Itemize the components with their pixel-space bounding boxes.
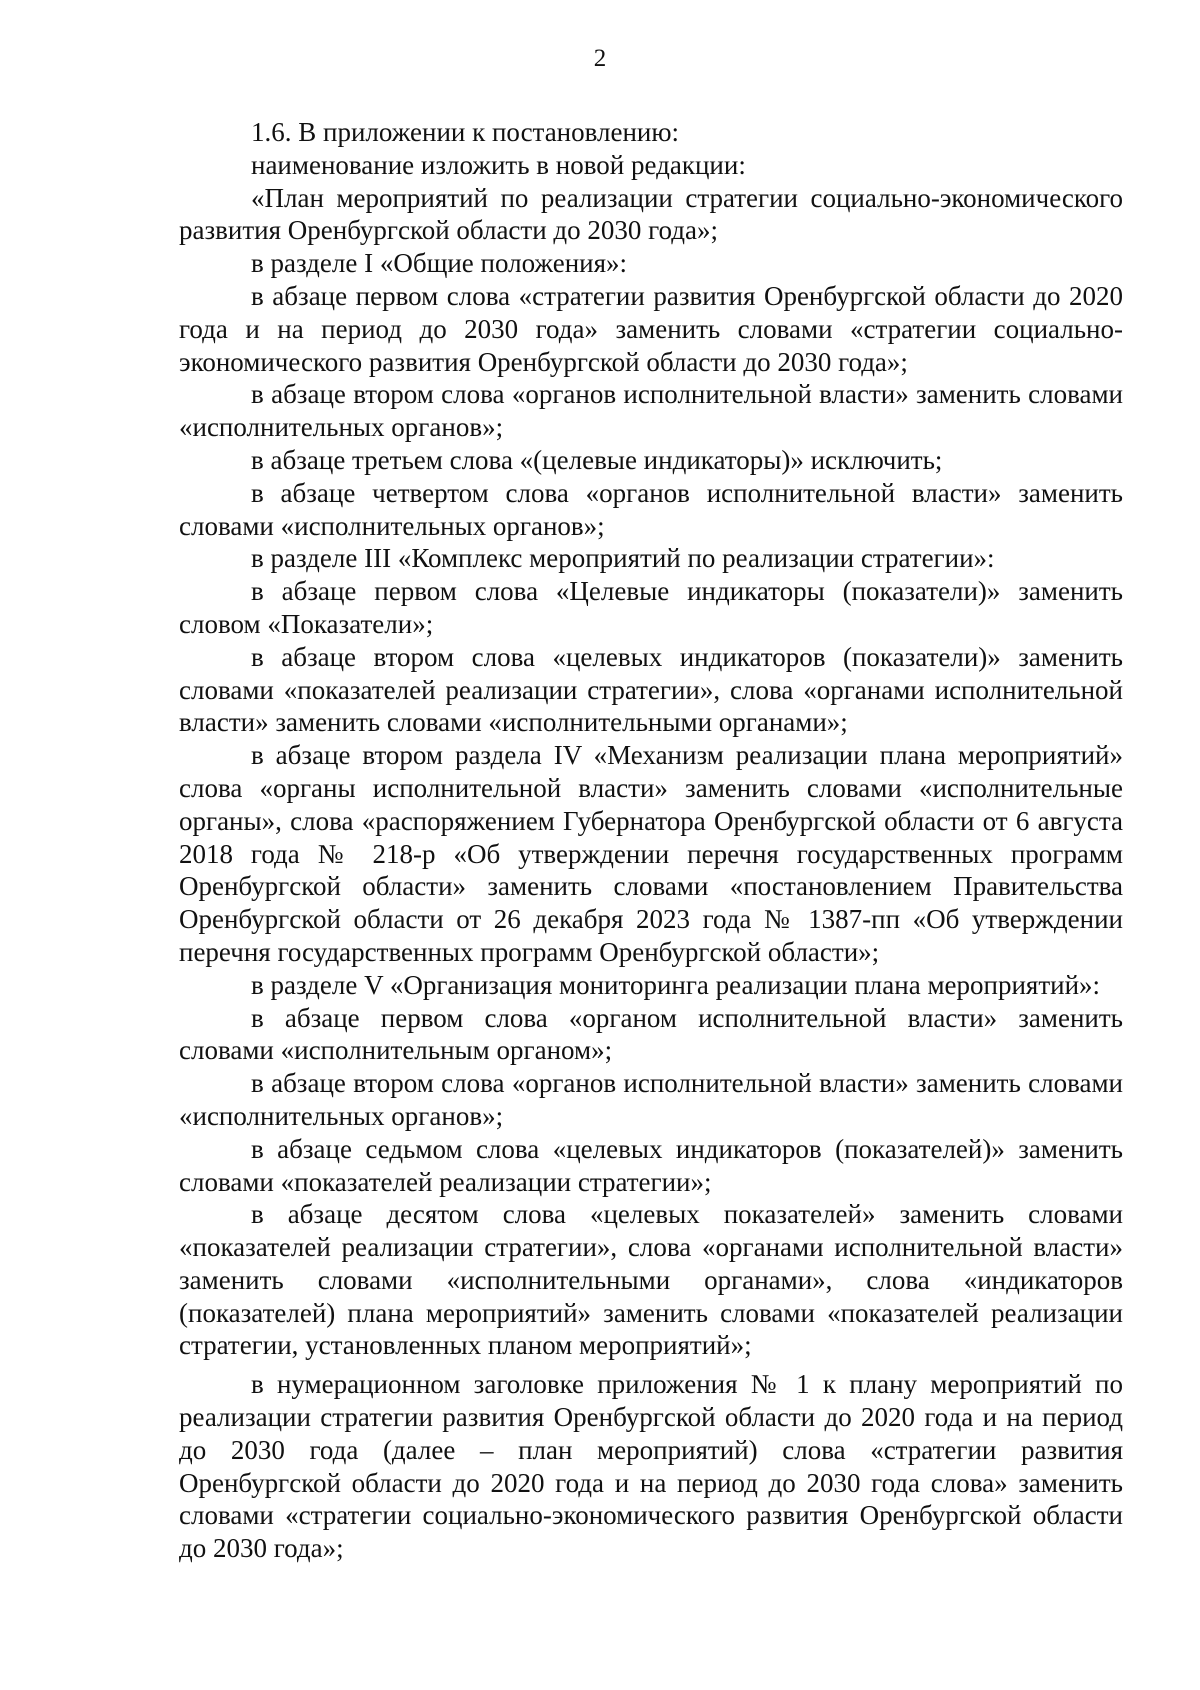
paragraph-section-5: в разделе V «Организация мониторинга реализации плана мероприятий»:	[251, 969, 1101, 1000]
paragraph-section-3-abz-2: в абзаце втором слова «целевых индикаторов (показатели)» заменить словами «показателей реализации стратегии», слова «органами исполнительной власти» заменить словами «исполнительными органами»;	[179, 641, 1123, 738]
paragraph-section-5-abz-2: в абзаце втором слова «органов исполнительной власти» заменить словами «исполнительных органов»;	[179, 1068, 1123, 1131]
paragraph-section-5-abz-7: в абзаце седьмом слова «целевых индикаторов (показателей)» заменить словами «показателей реализации стратегии»;	[179, 1133, 1123, 1197]
document-body	[179, 116, 1123, 1565]
paragraph-section-4-abz-2: в абзаце втором раздела IV «Механизм реализации плана мероприятий» слова «органы исполнительной власти» заменить словами «исполнительные органы», слова «распоряжением Губернатора Оренбургской области от 6 августа 2018 года № 218-р «Об утверждении перечня государственных программ Оренбургской области» заменить словами «постановлением Правительства Оренбургской области от 26 декабря 2023 года № 1387-пп «Об утверждении перечня государственных программ Оренбургской области»;	[179, 740, 1123, 967]
paragraph-section-1-abz-2: в абзаце втором слова «органов исполнительной власти» заменить словами «исполнительных органов»;	[179, 379, 1123, 443]
paragraph-1-6-intro: 1.6. В приложении к постановлению:	[251, 117, 680, 147]
paragraph-title-heading: наименование изложить в новой редакции:	[251, 149, 746, 180]
paragraph-section-1-abz-3: в абзаце третьем слова «(целевые индикаторы)» исключить;	[251, 444, 943, 475]
paragraph-appendix-1-heading: в нумерационном заголовке приложения № 1 к плану мероприятий по реализации стратегии развития Оренбургской области до 2020 года и на период до 2030 года (далее – план мероприятий) слова «стратегии развития Оренбургской области до 2020 года и на период до 2030 года слова» заменить словами «стратегии социально-экономического развития Оренбургской области до 2030 года»;	[179, 1369, 1123, 1564]
paragraph-section-1: в разделе I «Общие положения»:	[251, 248, 628, 279]
paragraph-section-1-abz-1: в абзаце первом слова «стратегии развития Оренбургской области до 2020 года и на период до 2030 года» заменить словами «стратегии социально-экономического развития Оренбургской области до 2030 года»;	[179, 280, 1123, 377]
paragraph-section-5-abz-1: в абзаце первом слова «органом исполнительной власти» заменить словами «исполнительным органом»;	[179, 1002, 1123, 1066]
paragraph-section-3: в разделе III «Комплекс мероприятий по реализации стратегии»:	[251, 543, 995, 574]
paragraph-new-title: «План мероприятий по реализации стратегии социально-экономического развития Оренбургской области до 2030 года»;	[179, 182, 1123, 246]
paragraph-section-5-abz-10: в абзаце десятом слова «целевых показателей» заменить словами «показателей реализации стратегии», слова «органами исполнительной власти» заменить словами «исполнительными органами», слова «индикаторов (показателей) плана мероприятий» заменить словами «показателей реализации стратегии, установленных планом мероприятий»;	[179, 1199, 1123, 1361]
paragraph-section-1-abz-4: в абзаце четвертом слова «органов исполнительной власти» заменить словами «исполнительных органов»;	[179, 477, 1123, 541]
paragraph-section-3-abz-1: в абзаце первом слова «Целевые индикаторы (показатели)» заменить словом «Показатели»;	[179, 576, 1123, 639]
page-number: 2	[593, 45, 607, 72]
